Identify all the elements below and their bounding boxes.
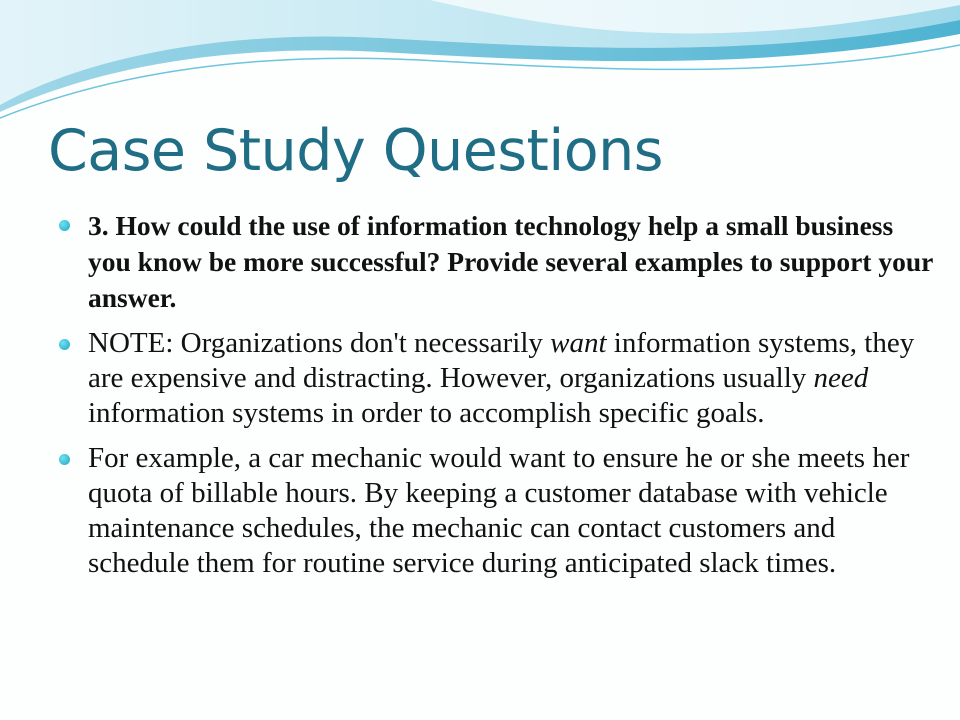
round-bullet-icon: [59, 220, 70, 231]
note-emphasis-need: need: [813, 362, 869, 394]
note-part-2: information systems, they are expensive and distracting. However, organizations usually: [88, 327, 915, 394]
bullet-list: [56, 208, 936, 591]
note-part-3: information systems in order to accomplish specific goals.: [88, 397, 765, 429]
slide-title: Case Study Questions: [48, 118, 663, 184]
bullet-note: [56, 326, 936, 431]
bullet-question: [56, 208, 936, 316]
round-bullet-icon: [59, 339, 70, 350]
note-part-1: NOTE: Organizations don't necessarily: [88, 327, 551, 359]
header-wave-decoration: [0, 0, 960, 130]
bullet-example: [56, 441, 936, 581]
note-emphasis-want: want: [550, 327, 607, 359]
bullet-example-text: For example, a car mechanic would want to ensure he or she meets her quota of billable hours. By keeping a customer database with vehicle maintenance schedules, the mechanic can contact customers and schedule them for routine service during anticipated slack times.: [88, 442, 910, 579]
round-bullet-icon: [59, 454, 70, 465]
bullet-note-text: [88, 327, 914, 429]
bullet-question-text: 3. How could the use of information technology help a small business you know be more successful? Provide several examples to support your answer.: [88, 210, 933, 313]
